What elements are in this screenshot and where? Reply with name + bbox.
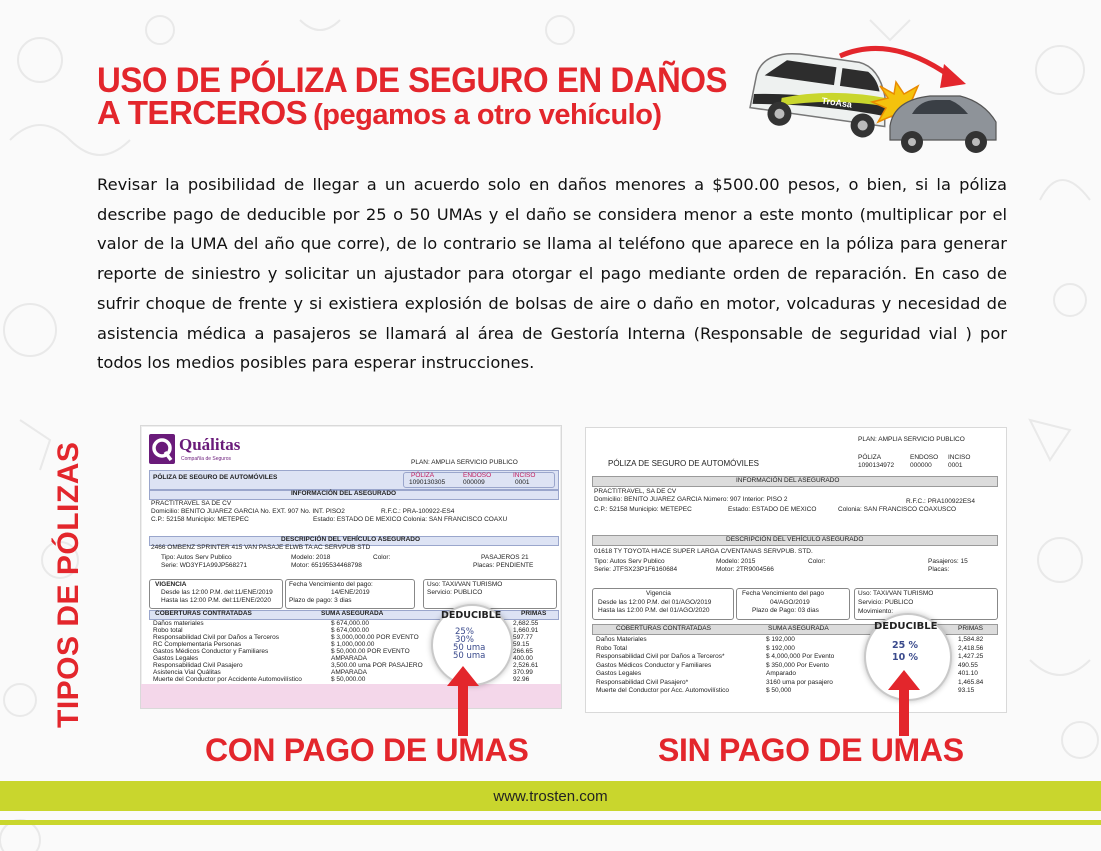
policy-left-rows-7: Asistencia Vial Quálitas (153, 669, 221, 676)
policy-right-sums-2: $ 4,000,000 Por Evento (766, 653, 835, 660)
policy-left-primas: PRIMAS (521, 610, 547, 617)
policy-right-estado: Estado: ESTADO DE MEXICO (728, 506, 817, 513)
policy-left-vehicle-desc: 2466 OMBENZ SPRINTER 415 VAN PASAJE ELWB TA AC SERVPUB STD (151, 544, 371, 551)
policy-left-sums-6: 3,500.00 uma POR PASAJERO (331, 662, 423, 669)
title-line-2 (97, 96, 737, 132)
arrow-up-left-icon (447, 666, 479, 736)
policy-left-uso: Uso: TAXI/VAN TURISMO (427, 581, 503, 588)
footer-band-thin (0, 820, 1101, 825)
policy-left-rows-5: Gastos Legales (153, 655, 199, 662)
title-line-1: USO DE PÓLIZA DE SEGURO EN DAÑOS (97, 59, 728, 100)
policy-left-cp: C.P.: 52158 Municipio: METEPEC (151, 516, 249, 523)
policy-left-inciso-num: 0001 (515, 479, 530, 486)
policy-left-insured-name: PRACTITRAVEL SA DE CV (151, 500, 232, 507)
policy-right-vigencia: Vigencia (646, 590, 671, 597)
policy-left-sums-4: $ 50,000.00 POR EVENTO (331, 648, 410, 655)
policy-right-plan: PLAN: AMPLIA SERVICIO PUBLICO (858, 436, 965, 443)
policy-left-sums-0: $ 674,000.00 (331, 620, 369, 627)
policy-left-premiums-7: 370.99 (513, 669, 533, 676)
policy-left-premiums-5: 400.00 (513, 655, 533, 662)
policy-left-tipo: Tipo: Autos Serv Publico (161, 554, 232, 561)
policy-left-deducible-label: DEDUCIBLE (441, 610, 502, 621)
policy-left-rfc: R.F.C.: PRA-100922-ES4 (381, 508, 455, 515)
page-title (97, 59, 737, 132)
policy-right-rows-0: Daños Materiales (596, 636, 647, 643)
instructions-paragraph: Revisar la posibilidad de llegar a un acuerdo solo en daños menores a $500.00 pesos, o bien, si la póliza describe pago de deducible por 25 o 50 UMAs y el daño se considera menor a este monto (multiplicar por el valor de la UMA del año que corre), de lo contrario se llama al teléfono que aparece en la póliza para generar reporte de siniestro y solicitar un ajustador para otorgar el pago mediante orden de reparación. En caso de sufrir choque de frente y si existiera explosión de bolsas de aire o daño en motor, volcaduras y necesidad de asistencia médica a pasajeros se llamará al área de Gestoría Interna (Responsable de seguridad vial ) por todos los medios posibles para esperar instrucciones. (97, 175, 1007, 373)
policy-right-vig-hasta: Hasta las 12:00 P.M. del 01/AGO/2020 (598, 607, 710, 614)
policy-left-sums-5: AMPARADA (331, 655, 367, 662)
policy-left-asegurado-heading: INFORMACIÓN DEL ASEGURADO (291, 490, 397, 497)
policy-right-color: Color: (808, 558, 826, 565)
policy-left-poliza-num: 1090130305 (409, 479, 446, 486)
policy-left-motor: Motor: 65195534468798 (291, 562, 362, 569)
policy-left-sums-8: $ 50,000.00 (331, 676, 366, 683)
policy-left-suma: SUMA ASEGURADA (321, 610, 384, 617)
policy-right-premiums-6: 93.15 (958, 687, 975, 694)
policy-right-premiums-0: 1,584.82 (958, 636, 984, 643)
policy-right-uso: Uso: TAXI/VAN TURISMO (858, 590, 934, 597)
policy-left-pasajeros: PASAJEROS 21 (481, 554, 529, 561)
policy-left-venc-label: Fecha Vencimiento del pago: (289, 581, 373, 588)
policy-left-premiums-2: 597.77 (513, 634, 533, 641)
policy-left-coberturas: COBERTURAS CONTRATADAS (155, 610, 252, 617)
policy-left-modelo: Modelo: 2018 (291, 554, 331, 561)
qualitas-logo-icon (149, 434, 175, 464)
policy-left-rows-6: Responsabilidad Civil Pasajero (153, 662, 243, 669)
policy-right-serie: Serie: JTFSX23P1F6160684 (594, 566, 678, 573)
policy-right-rows-6: Muerte del Conductor por Acc. Automovilístico (596, 687, 729, 694)
policy-left-premiums-1: 1,660.91 (513, 627, 539, 634)
policy-right-vig-desde: Desde las 12:00 P.M. del 01/AGO/2019 (598, 599, 712, 606)
policy-left-rows-2: Responsabilidad Civil por Daños a Terceros (153, 634, 279, 641)
policy-right-sums-3: $ 350,000 Por Evento (766, 661, 829, 669)
policy-right-sums-6: $ 50,000 (766, 687, 792, 694)
policy-right-premiums-5: 1,465.84 (958, 678, 984, 686)
policy-left-plan: PLAN: AMPLIA SERVICIO PUBLICO (411, 459, 518, 466)
policy-left-sums-3: $ 1,000,000.00 (331, 641, 375, 648)
policy-document-right (585, 427, 1007, 713)
policy-left-deducible-1: 30% (455, 635, 474, 645)
policy-right-inciso-num: 0001 (948, 462, 963, 469)
policy-right-cp: C.P.: 52158 Municipio: METEPEC (594, 506, 692, 513)
policy-right-sums-5: 3160 uma por pasajero (766, 678, 833, 686)
policy-right-inciso-label: INCISO (948, 454, 971, 461)
policy-right-premiums-3: 490.55 (958, 661, 978, 669)
policy-right-rows-3: Gastos Médicos Conductor y Familiares (596, 661, 712, 669)
policy-right-primas: PRIMAS (958, 625, 983, 632)
policy-left-brand: Quálitas (179, 435, 241, 454)
side-label: TIPOS DE PÓLIZAS (52, 441, 85, 728)
caption-sin-pago: SIN PAGO DE UMAS (658, 732, 964, 768)
policy-right-premiums-2: 1,427.25 (958, 653, 984, 660)
policy-left-domicilio: Domicilio: BENITO JUAREZ GARCIA No. EXT. 907 No. INT. PISO2 (151, 508, 345, 515)
policy-left-servicio: Servicio: PUBLICO (427, 589, 483, 596)
policy-left-premiums-3: 59.15 (513, 641, 530, 648)
policy-right-vehiculo-heading: DESCRIPCIÓN DEL VEHÍCULO ASEGURADO (726, 536, 864, 543)
policy-left-serie: Serie: WD3YF1A99JP568271 (161, 562, 247, 569)
policy-right-poliza-label: PÓLIZA (858, 454, 882, 461)
policy-left-deducible-0: 25% (455, 627, 474, 637)
policy-right-rows-1: Robo Total (596, 644, 627, 652)
policy-left-rows-1: Robo total (153, 627, 183, 634)
policy-left-estado: Estado: ESTADO DE MEXICO Colonia: SAN FRANCISCO COAXU (313, 516, 508, 523)
policy-right-deducible-0: 25 % (892, 640, 919, 651)
policy-right-suma: SUMA ASEGURADA (768, 625, 829, 632)
caption-con-pago: CON PAGO DE UMAS (205, 732, 529, 768)
footer-website: www.trosten.com (493, 788, 608, 805)
policy-right-rows-5: Responsabilidad Civil Pasajero* (596, 678, 689, 686)
policy-left-placas: Placas: PENDIENTE (473, 562, 534, 569)
policy-right-deducible-1: 10 % (892, 652, 919, 663)
policy-right-venc-date: 04/AGO/2019 (770, 599, 810, 606)
policy-right-premiums-1: 2,418.56 (958, 644, 984, 652)
policy-left-premiums-0: 2,682.55 (513, 620, 539, 627)
policy-left-rows-0: Daños materiales (153, 620, 204, 627)
policy-left-vigencia: VIGENCIA (155, 581, 187, 588)
policy-left-endoso-label: ENDOSO (463, 472, 492, 479)
policy-left-heading: PÓLIZA DE SEGURO DE AUTOMÓVILES (153, 474, 278, 481)
policy-right-poliza-num: 1090134972 (858, 462, 895, 469)
policy-left-inciso-label: INCISO (513, 472, 536, 479)
car-badge-text: TroAsa (821, 95, 853, 110)
policy-right-tipo: Tipo: Autos Serv Publico (594, 558, 665, 565)
policy-right-insured-name: PRACTITRAVEL, SA DE CV (594, 488, 677, 495)
policy-right-plazo: Plazo de Pago: 03 dias (752, 607, 819, 614)
policy-right-colonia: Colonia: SAN FRANCISCO COAXUSCO (838, 506, 957, 513)
policy-left-deducible-2: 50 uma (453, 643, 486, 653)
policy-left-sums-1: $ 674,000.00 (331, 627, 369, 634)
policy-right-sums-4: Amparado (766, 670, 796, 677)
policy-left-sums-2: $ 3,000,000.00 POR EVENTO (331, 634, 419, 641)
policy-document-left (140, 425, 562, 709)
policy-right-sums-1: $ 192,000 (766, 644, 795, 652)
policy-right-venc-label: Fecha Vencimiento del pago (742, 590, 825, 597)
policy-left-bottom-band (141, 684, 561, 708)
title-line-2-main: A TERCEROS (97, 94, 308, 131)
policy-right-heading: PÓLIZA DE SEGURO DE AUTOMÓVILES (608, 459, 760, 468)
policy-left-premiums-8: 92.96 (513, 676, 530, 683)
policy-left-vig-hasta: Hasta las 12:00 P.M. del:11/ENE/2020 (161, 597, 271, 604)
policy-right-sums-0: $ 192,000 (766, 636, 795, 643)
policy-left-endoso-num: 000009 (463, 479, 485, 486)
arrow-up-right-icon (888, 670, 920, 736)
policy-left-sums-7: AMPARADA (331, 669, 367, 676)
policy-right-premiums-4: 401.10 (958, 670, 978, 677)
policy-left-venc-date: 14/ENE/2019 (331, 589, 370, 596)
policy-right-pasajeros: Pasajeros: 15 (928, 558, 968, 565)
policy-right-servicio: Servicio: PUBLICO (858, 599, 914, 606)
title-line-2-sub: (pegamos a otro vehículo) (313, 99, 662, 131)
policy-right-coberturas: COBERTURAS CONTRATADAS (616, 625, 711, 632)
policy-left-rows-8: Muerte del Conductor por Accidente Automovilístico (153, 676, 302, 683)
policy-left-vig-desde: Desde las 12:00 P.M. del:11/ENE/2019 (161, 589, 273, 596)
policy-left-vehiculo-heading: DESCRIPCIÓN DEL VEHÍCULO ASEGURADO (281, 536, 421, 543)
policy-right-placas: Placas: (928, 566, 950, 573)
policy-right-endoso-num: 000000 (910, 462, 932, 469)
policy-right-motor: Motor: 2TR9004566 (716, 566, 774, 573)
policy-left-rows-3: RC Complementaria Personas (153, 641, 242, 648)
policy-left-rows-4: Gastos Médicos Conductor y Familiares (153, 648, 269, 655)
policy-right-asegurado-heading: INFORMACIÓN DEL ASEGURADO (736, 477, 840, 484)
policy-right-deducible-label: DEDUCIBLE (874, 621, 938, 632)
policy-right-modelo: Modelo: 2015 (716, 558, 756, 565)
policy-left-color: Color: (373, 554, 391, 561)
policy-left-deducible-3: 50 uma (453, 651, 486, 661)
policy-right-rfc: R.F.C.: PRA100922ES4 (906, 498, 976, 505)
policy-left-premiums-4: 266.65 (513, 648, 533, 655)
policy-right-endoso-label: ENDOSO (910, 454, 939, 461)
policy-left-plazo: Plazo de pago: 3 dias (289, 597, 352, 604)
policy-right-vehicle-desc: 01618 TY TOYOTA HIACE SUPER LARGA C/VENTANAS SERVPUB. STD. (594, 548, 813, 555)
policy-right-rows-4: Gastos Legales (596, 670, 642, 677)
policy-left-brand-sub: Compañía de Seguros (181, 456, 232, 462)
car-crash-illustration (740, 42, 1000, 162)
policy-right-rows-2: Responsabilidad Civil por Daños a Terceros* (596, 653, 725, 660)
policy-right-domicilio: Domicilio: BENITO JUAREZ GARCIA Número: 907 Interior: PISO 2 (594, 496, 788, 503)
policy-right-movimiento: Movimiento: (858, 608, 894, 615)
policy-left-premiums-6: 2,526.61 (513, 662, 539, 669)
policy-left-poliza-label: PÓLIZA (411, 472, 435, 479)
